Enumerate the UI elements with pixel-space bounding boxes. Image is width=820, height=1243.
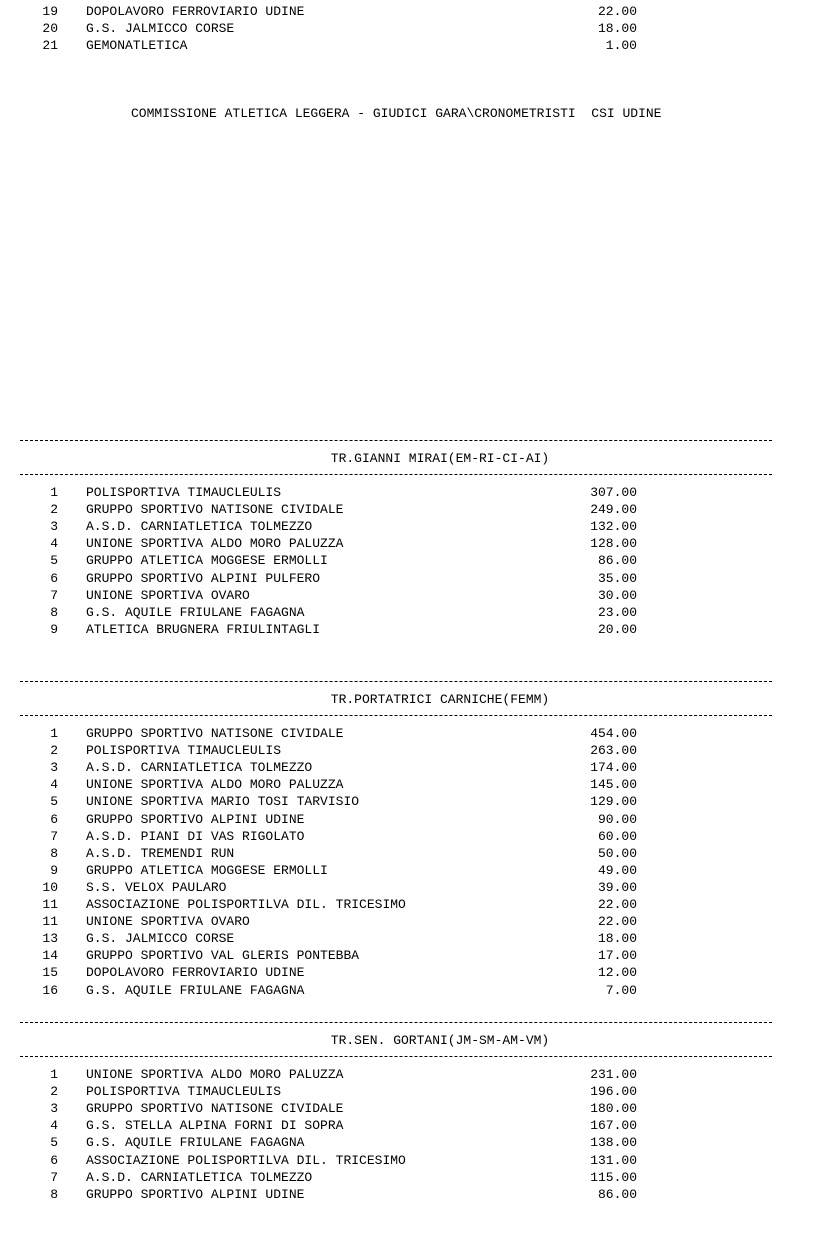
rank: 8 bbox=[50, 604, 58, 620]
points: 22.00 bbox=[597, 897, 637, 912]
table-row bbox=[0, 793, 820, 810]
team-name: DOPOLAVORO FERROVIARIO UDINE bbox=[86, 4, 305, 19]
table-row bbox=[0, 776, 820, 793]
table-row bbox=[0, 604, 820, 621]
table-row bbox=[0, 518, 820, 535]
points: 39.00 bbox=[597, 879, 637, 895]
rank: 11 bbox=[42, 914, 58, 930]
team-name: UNIONE SPORTIVA OVARO bbox=[86, 587, 250, 603]
points: 196.00 bbox=[590, 1084, 637, 1100]
table-row bbox=[0, 759, 820, 776]
points: 18.00 bbox=[597, 931, 637, 947]
rank: 7 bbox=[50, 587, 58, 603]
rank: 4 bbox=[50, 536, 58, 552]
rank: 1 bbox=[50, 485, 58, 500]
points: 20.00 bbox=[597, 621, 637, 637]
points: 23.00 bbox=[597, 604, 637, 620]
points: 138.00 bbox=[590, 1135, 637, 1151]
team-name: GRUPPO SPORTIVO NATISONE CIVIDALE bbox=[86, 1101, 344, 1117]
rank: 20 bbox=[42, 21, 58, 37]
rank: 4 bbox=[50, 1118, 58, 1134]
rank: 6 bbox=[50, 811, 58, 827]
team-name: S.S. VELOX PAULARO bbox=[86, 879, 227, 895]
table-row bbox=[0, 1066, 820, 1083]
rank: 3 bbox=[50, 760, 58, 776]
table-row bbox=[0, 552, 820, 569]
footer-commission: COMMISSIONE ATLETICA LEGGERA - GIUDICI GARA\CRONOMETRISTI CSI UDINE bbox=[131, 106, 662, 121]
team-name: POLISPORTIVA TIMAUCLEULIS bbox=[86, 743, 282, 759]
team-name: UNIONE SPORTIVA ALDO MORO PALUZZA bbox=[86, 1067, 344, 1082]
points: 132.00 bbox=[590, 519, 637, 535]
team-name: G.S. AQUILE FRIULANE FAGAGNA bbox=[86, 1135, 305, 1151]
team-name: G.S. STELLA ALPINA FORNI DI SOPRA bbox=[86, 1118, 344, 1134]
rank: 1 bbox=[50, 1067, 58, 1082]
rank: 10 bbox=[42, 879, 58, 895]
points: 129.00 bbox=[590, 794, 637, 810]
team-name: UNIONE SPORTIVA MARIO TOSI TARVISIO bbox=[86, 794, 360, 810]
rank: 5 bbox=[50, 794, 58, 810]
team-name: GRUPPO ATLETICA MOGGESE ERMOLLI bbox=[86, 553, 328, 569]
points: 249.00 bbox=[590, 502, 637, 518]
points: 90.00 bbox=[597, 811, 637, 827]
team-name: UNIONE SPORTIVA ALDO MORO PALUZZA bbox=[86, 536, 344, 552]
rank: 5 bbox=[50, 553, 58, 569]
table-row bbox=[0, 3, 820, 20]
team-name: A.S.D. CARNIATLETICA TOLMEZZO bbox=[86, 519, 313, 535]
team-name: GRUPPO SPORTIVO ALPINI PULFERO bbox=[86, 570, 321, 586]
points: 231.00 bbox=[590, 1067, 637, 1082]
team-name: ASSOCIAZIONE POLISPORTILVA DIL. TRICESIMO bbox=[86, 897, 406, 912]
rank: 8 bbox=[50, 1186, 58, 1202]
table-row bbox=[0, 1169, 820, 1186]
table-row bbox=[0, 484, 820, 501]
divider bbox=[20, 681, 772, 682]
rank: 6 bbox=[50, 570, 58, 586]
table-row bbox=[0, 535, 820, 552]
points: 145.00 bbox=[590, 777, 637, 793]
table-row bbox=[0, 811, 820, 828]
section-title: TR.SEN. GORTANI(JM-SM-AM-VM) bbox=[330, 1033, 550, 1048]
rank: 16 bbox=[42, 982, 58, 998]
team-name: POLISPORTIVA TIMAUCLEULIS bbox=[86, 485, 282, 500]
team-name: GRUPPO SPORTIVO VAL GLERIS PONTEBBA bbox=[86, 948, 360, 964]
team-name: ATLETICA BRUGNERA FRIULINTAGLI bbox=[86, 621, 321, 637]
table-row bbox=[0, 37, 820, 54]
team-name: GRUPPO SPORTIVO ALPINI UDINE bbox=[86, 811, 305, 827]
team-name: A.S.D. TREMENDI RUN bbox=[86, 845, 235, 861]
team-name: A.S.D. CARNIATLETICA TOLMEZZO bbox=[86, 1169, 313, 1185]
table-row bbox=[0, 501, 820, 518]
points: 49.00 bbox=[597, 862, 637, 878]
rank: 4 bbox=[50, 777, 58, 793]
points: 60.00 bbox=[597, 828, 637, 844]
points: 167.00 bbox=[590, 1118, 637, 1134]
points: 307.00 bbox=[590, 485, 637, 500]
rank: 5 bbox=[50, 1135, 58, 1151]
points: 131.00 bbox=[590, 1152, 637, 1168]
divider bbox=[20, 715, 772, 716]
table-row bbox=[0, 913, 820, 930]
team-name: UNIONE SPORTIVA OVARO bbox=[86, 914, 250, 930]
points: 7.00 bbox=[605, 982, 637, 998]
points: 50.00 bbox=[597, 845, 637, 861]
divider bbox=[20, 1056, 772, 1057]
points: 22.00 bbox=[597, 914, 637, 930]
divider bbox=[20, 474, 772, 475]
team-name: GRUPPO SPORTIVO NATISONE CIVIDALE bbox=[86, 726, 344, 741]
table-row bbox=[0, 621, 820, 638]
table-row bbox=[0, 828, 820, 845]
rank: 14 bbox=[42, 948, 58, 964]
rank: 2 bbox=[50, 743, 58, 759]
team-name: GEMONATLETICA bbox=[86, 38, 188, 54]
table-row bbox=[0, 947, 820, 964]
team-name: G.S. AQUILE FRIULANE FAGAGNA bbox=[86, 604, 305, 620]
points: 180.00 bbox=[590, 1101, 637, 1117]
table-row bbox=[0, 587, 820, 604]
points: 263.00 bbox=[590, 743, 637, 759]
points: 115.00 bbox=[590, 1169, 637, 1185]
points: 128.00 bbox=[590, 536, 637, 552]
team-name: G.S. JALMICCO CORSE bbox=[86, 21, 235, 37]
rank: 21 bbox=[42, 38, 58, 54]
table-row bbox=[0, 964, 820, 981]
points: 12.00 bbox=[597, 965, 637, 981]
points: 22.00 bbox=[597, 4, 637, 19]
table-row bbox=[0, 725, 820, 742]
table-row bbox=[0, 896, 820, 913]
table-row bbox=[0, 930, 820, 947]
table-row bbox=[0, 1117, 820, 1134]
rank: 9 bbox=[50, 862, 58, 878]
team-name: GRUPPO SPORTIVO NATISONE CIVIDALE bbox=[86, 502, 344, 518]
team-name: UNIONE SPORTIVA ALDO MORO PALUZZA bbox=[86, 777, 344, 793]
points: 35.00 bbox=[597, 570, 637, 586]
team-name: G.S. JALMICCO CORSE bbox=[86, 931, 235, 947]
team-name: G.S. AQUILE FRIULANE FAGAGNA bbox=[86, 982, 305, 998]
rank: 11 bbox=[42, 897, 58, 912]
rank: 2 bbox=[50, 1084, 58, 1100]
rank: 7 bbox=[50, 1169, 58, 1185]
team-name: A.S.D. PIANI DI VAS RIGOLATO bbox=[86, 828, 305, 844]
team-name: DOPOLAVORO FERROVIARIO UDINE bbox=[86, 965, 305, 981]
section-title: TR.PORTATRICI CARNICHE(FEMM) bbox=[330, 692, 550, 707]
points: 17.00 bbox=[597, 948, 637, 964]
table-row bbox=[0, 845, 820, 862]
table-row bbox=[0, 20, 820, 37]
divider bbox=[20, 440, 772, 441]
rank: 3 bbox=[50, 1101, 58, 1117]
table-row bbox=[0, 1100, 820, 1117]
table-row bbox=[0, 1186, 820, 1203]
table-row bbox=[0, 1152, 820, 1169]
rank: 13 bbox=[42, 931, 58, 947]
table-row bbox=[0, 1083, 820, 1100]
points: 86.00 bbox=[597, 1186, 637, 1202]
rank: 3 bbox=[50, 519, 58, 535]
table-row bbox=[0, 879, 820, 896]
points: 30.00 bbox=[597, 587, 637, 603]
team-name: A.S.D. CARNIATLETICA TOLMEZZO bbox=[86, 760, 313, 776]
rank: 19 bbox=[42, 4, 58, 19]
rank: 6 bbox=[50, 1152, 58, 1168]
points: 18.00 bbox=[597, 21, 637, 37]
points: 86.00 bbox=[597, 553, 637, 569]
section-title: TR.GIANNI MIRAI(EM-RI-CI-AI) bbox=[330, 451, 550, 466]
rank: 7 bbox=[50, 828, 58, 844]
team-name: GRUPPO ATLETICA MOGGESE ERMOLLI bbox=[86, 862, 328, 878]
points: 454.00 bbox=[590, 726, 637, 741]
rank: 8 bbox=[50, 845, 58, 861]
table-row bbox=[0, 742, 820, 759]
team-name: GRUPPO SPORTIVO ALPINI UDINE bbox=[86, 1186, 305, 1202]
rank: 1 bbox=[50, 726, 58, 741]
rank: 2 bbox=[50, 502, 58, 518]
rank: 9 bbox=[50, 621, 58, 637]
table-row bbox=[0, 1134, 820, 1151]
team-name: ASSOCIAZIONE POLISPORTILVA DIL. TRICESIMO bbox=[86, 1152, 406, 1168]
rank: 15 bbox=[42, 965, 58, 981]
table-row bbox=[0, 862, 820, 879]
points: 1.00 bbox=[605, 38, 637, 54]
points: 174.00 bbox=[590, 760, 637, 776]
divider bbox=[20, 1022, 772, 1023]
table-row bbox=[0, 982, 820, 999]
table-row bbox=[0, 570, 820, 587]
team-name: POLISPORTIVA TIMAUCLEULIS bbox=[86, 1084, 282, 1100]
